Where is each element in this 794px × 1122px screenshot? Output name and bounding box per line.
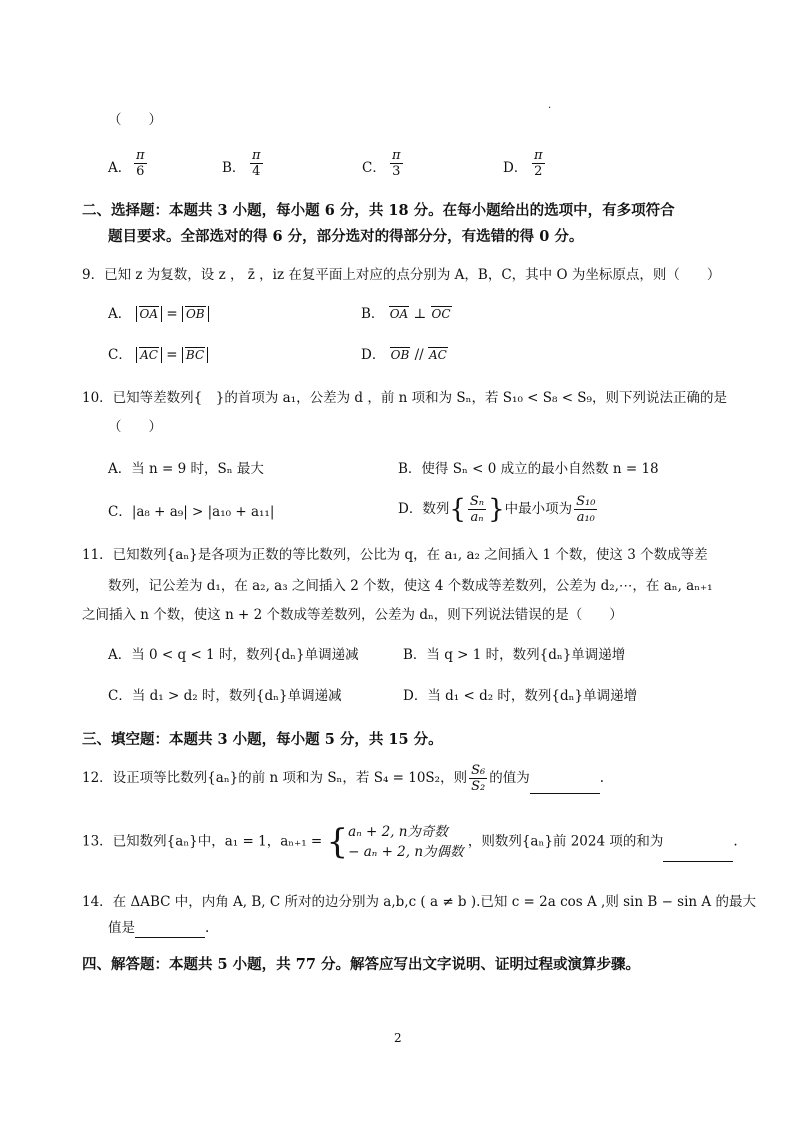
q12-answer-blank[interactable] (530, 793, 600, 794)
q14-stem-line2: 值是 . (108, 920, 210, 936)
q8-option-d-fraction: $\frac{\pi}{2}$ (534, 148, 543, 179)
q8-option-c-label: C． (362, 160, 386, 176)
q14-answer-blank[interactable] (135, 937, 205, 938)
q14-stem-line1: 14．在 ΔABC 中，内角 A, B, C 所对的边分别为 a,b,c ( a ≠ b ).已知 c = 2a cos A ,则 sin B − sin A 的最大 (82, 894, 756, 910)
q8-option-b-label: B． (222, 160, 246, 176)
q11-stem-line1: 11．已知数列{aₙ}是各项为正数的等比数列，公比为 q，在 a₁, a₂ 之间插入 1 个数，使这 3 个数成等差 (82, 547, 708, 563)
q10-option-a: A．当 n = 9 时，Sₙ 最大 (108, 461, 264, 477)
q8-option-a-fraction: $\frac{\pi}{6}$ (136, 148, 145, 179)
q8-paren: （ ） (108, 112, 162, 128)
section-2-heading-line1: 二、选择题：本题共 3 小题，每小题 6 分，共 18 分。在每小题给出的选项中，有多项符合 (82, 202, 675, 219)
q9-option-a: A． OA = OB (108, 304, 209, 324)
q10-option-d: D．数列{ $\frac{\text{Sₙ}}{\text{aₙ}}$ }中最小项为 $\frac{\text{S₁₀}}{\text{a₁₀}}$ (398, 494, 596, 525)
q11-option-b: B．当 q > 1 时，数列{dₙ}单调递增 (403, 647, 626, 663)
q11-option-c: C．当 d₁ > d₂ 时，数列{dₙ}单调递减 (108, 688, 342, 704)
q8-option-a-label: A． (108, 160, 132, 176)
q11-option-a: A．当 0 < q < 1 时，数列{dₙ}单调递减 (108, 647, 359, 663)
q12-stem: 12．设正项等比数列{aₙ}的前 n 项和为 Sₙ，若 S₄ = 10S₂，则 $\frac{\text{S₆}}{\text{S₂}}$ 的值为 . (82, 763, 605, 794)
q11-stem-line3: 之间插入 n 个数，使这 n + 2 个数成等差数列，公差为 dₙ，则下列说法错误的是（ ） (82, 607, 623, 623)
q9-option-c: C． AC = BC (108, 345, 208, 365)
q13-answer-blank[interactable] (663, 861, 733, 862)
q11-option-d: D．当 d₁ < d₂ 时，数列{dₙ}单调递增 (403, 688, 638, 704)
q10-option-c: C．|a₈ + a₉| > |a₁₀ + a₁₁| (108, 504, 275, 520)
q13-stem: 13．已知数列{aₙ}中，a₁ = 1，aₙ₊₁ = { aₙ + 2, n为奇数 − aₙ + 2, n为偶数 ，则数列{aₙ}前 2024 项的和为 . (82, 822, 738, 862)
page-number: 2 (394, 1031, 402, 1045)
section-4-heading: 四、解答题：本题共 5 小题，共 77 分。解答应写出文字说明、证明过程或演算步骤。 (82, 956, 640, 973)
section-2-heading-line2: 题目要求。全部选对的得 6 分，部分选对的得部分分，有选错的得 0 分。 (108, 228, 584, 245)
q10-option-b: B．使得 Sₙ < 0 成立的最小自然数 n = 18 (398, 461, 659, 477)
q10-stem: 10．已知等差数列{ }的首项为 a₁，公差为 d ，前 n 项和为 Sₙ，若 S₁₀ < S₈ < S₉，则下列说法正确的是 (82, 390, 727, 406)
q9-stem: 9．已知 z 为复数，设 z ， z̄ ，iz 在复平面上对应的点分别为 A，B，C，其中 O 为坐标原点，则（ ） (82, 267, 721, 283)
q8-option-d-label: D． (503, 160, 528, 176)
stray-mark: . (548, 100, 552, 111)
q10-paren: （ ） (108, 419, 162, 435)
section-3-heading: 三、填空题：本题共 3 小题，每小题 5 分，共 15 分。 (82, 731, 443, 748)
q8-option-c-fraction: $\frac{\pi}{3}$ (392, 148, 401, 179)
q8-option-b-fraction: $\frac{\pi}{4}$ (252, 148, 261, 179)
q9-option-b: B． OA ⊥ OC (361, 306, 451, 322)
q9-option-d: D． OB // AC (361, 347, 447, 363)
q11-stem-line2: 数列，记公差为 d₁，在 a₂, a₃ 之间插入 2 个数，使这 4 个数成等差数列，公差为 d₂,⋯，在 aₙ, aₙ₊₁ (108, 578, 713, 594)
